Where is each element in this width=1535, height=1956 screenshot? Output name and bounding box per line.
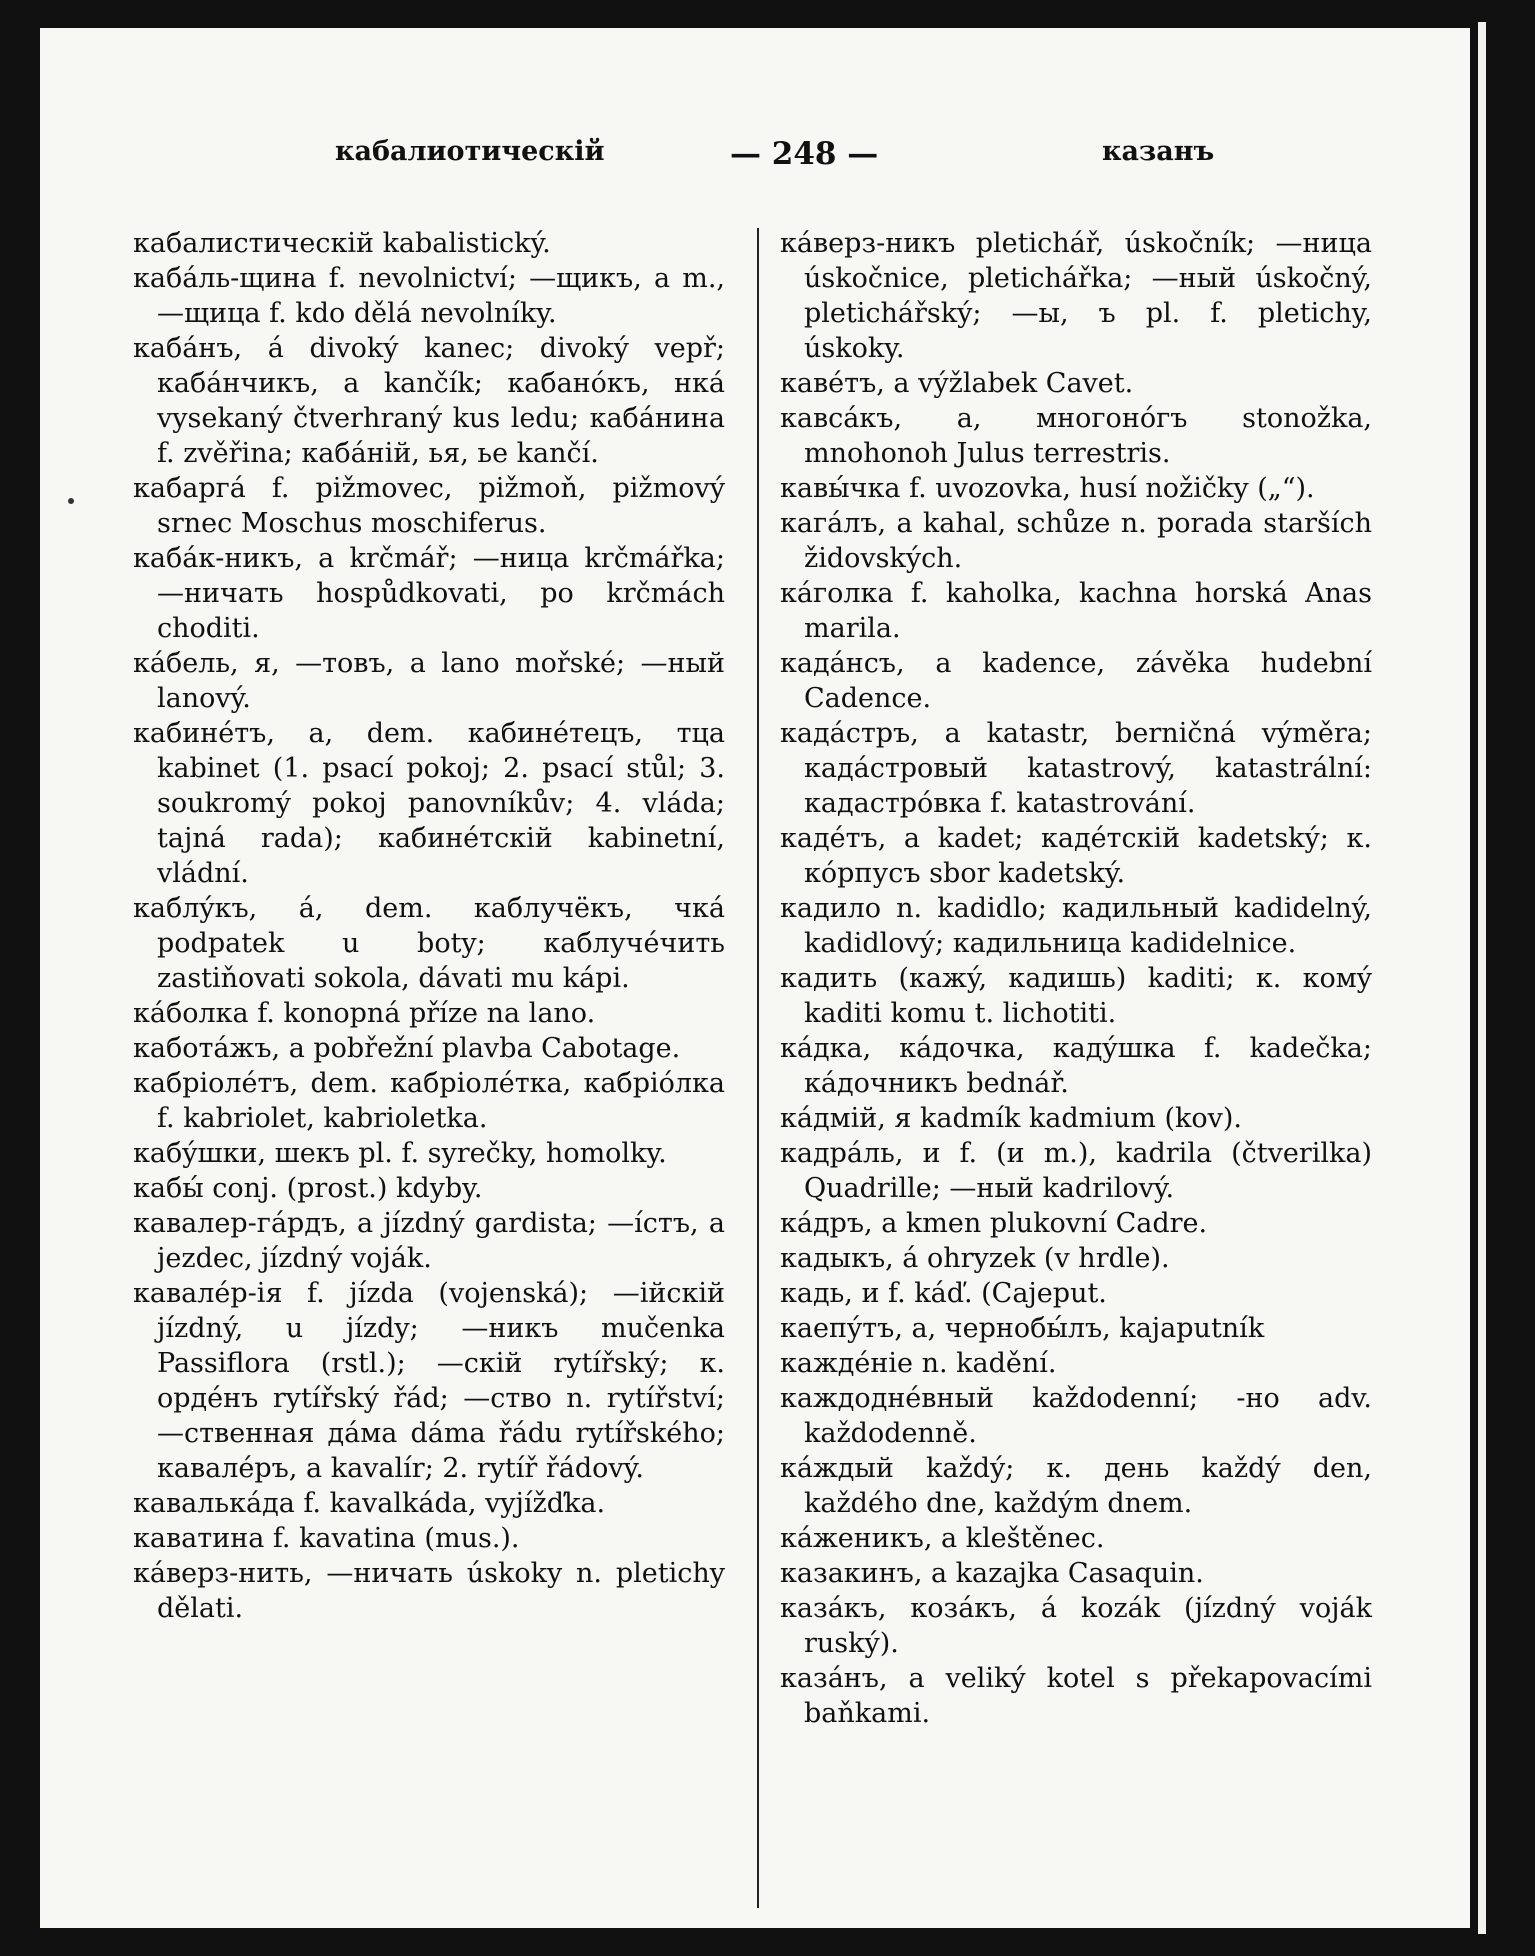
page-edge	[1478, 22, 1486, 1934]
entry: кавсáкъ, a, многонóгъ stonožka, mnohonoh Julus terrestris.	[780, 403, 1372, 469]
entry: кáголка f. kaholka, kachna horská Anas marila.	[780, 578, 1372, 644]
entry: кадéтъ, a kadet; кадéтскій kadetský; к. кóрпусъ sbor kadetský.	[780, 823, 1372, 889]
entry: кавéтъ, a výžlabek Cavet.	[780, 368, 1134, 399]
entry: кабы́ conj. (prost.) kdyby.	[133, 1173, 483, 1204]
entry: каепýтъ, a, чернобы́лъ, kajaputník	[780, 1313, 1265, 1344]
entry: каватина f. kavatina (mus.).	[133, 1523, 520, 1554]
entry: кадило n. kadidlo; кадильный kadidelný, kadidlový; кадильница kadidelnice.	[780, 893, 1372, 959]
entry: кабаргá f. pižmovec, pižmoň, pižmový srnec Moschus moschiferus.	[133, 473, 725, 539]
entry: кадрáль, и f. (и m.), kadrila (čtverilka) Quadrille; —ный kadrilový.	[780, 1138, 1372, 1204]
left-column	[133, 226, 725, 1626]
entry: кáверз-никъ pletichář, úskočník; —ница úskočnice, pletichářka; —ный úskočný, pletichářský; —ы, ъ pl. f. pletichy, úskoky.	[780, 228, 1372, 364]
page-number: — 248 —	[730, 136, 879, 172]
entry: кагáлъ, a kahal, schůze n. porada starších židovských.	[780, 508, 1372, 574]
entry: кабалистическій kabalistický.	[133, 228, 551, 259]
entry: кабріолéтъ, dem. кабріолéтка, кабріóлка f. kabriolet, kabrioletka.	[133, 1068, 725, 1134]
entry: казáнъ, a veliký kotel s překapovacími baňkami.	[780, 1663, 1372, 1729]
dictionary-page	[40, 28, 1470, 1928]
entry: кавалéр-ія f. jízda (vojenská); —ійскій jízdný, u jízdy; —никъ mučenka Passiflora (rstl.); —скій rytířský; к. ордéнъ rytířský řád; —ство n. rytířství; —ственная дáма dáma řádu rytířského; кавалéръ, a kavalír; 2. rytíř řádový.	[133, 1278, 725, 1484]
entry: кавы́чка f. uvozovka, husí nožičky („“).	[780, 473, 1315, 504]
entry: кадáстръ, a katastr, berničná výměra; кадáстровый katastrový, katastrální: кадастрóвка f. katastrování.	[780, 718, 1372, 819]
entry: казакинъ, a kazajka Casaquin.	[780, 1558, 1204, 1589]
entry: кадь, и f. káď. (Cajeput.	[780, 1278, 1107, 1309]
entry: каблýкъ, á, dem. каблучёкъ, чкá podpatek u boty; каблучéчить zastiňovati sokola, dávati mu kápi.	[133, 893, 725, 994]
header-first-word: кабалиотическій	[335, 136, 605, 167]
ink-speck	[68, 498, 74, 504]
entry: кáболка f. konopná příze na lano.	[133, 998, 596, 1029]
entry: каждоднéвный každodenní; -но adv. každodenně.	[780, 1383, 1372, 1449]
entry: кабáнъ, á divoký kanec; divoký vepř; кабáнчикъ, a kančík; кабанóкъ, нкá vysekaný čtverhraný kus ledu; кабáнина f. zvěřina; кабáній, ья, ье kančí.	[133, 333, 725, 469]
entry: кабинéтъ, a, dem. кабинéтецъ, тца kabinet (1. psací pokoj; 2. psací stůl; 3. soukromý pokoj panovníkův; 4. vláda; tajná rada); кабинéтскій kabinetní, vládní.	[133, 718, 725, 889]
entry: кáверз-нить, —ничать úskoky n. pletichy dělati.	[133, 1558, 725, 1624]
entry: кáдка, кáдочка, кадýшка f. kadečka; кáдочникъ bednář.	[780, 1033, 1372, 1099]
entry: каботáжъ, a pobřežní plavba Cabotage.	[133, 1033, 681, 1064]
entry: кáдръ, a kmen plukovní Cadre.	[780, 1208, 1208, 1239]
entry: кадить (кажý, кадишь) kaditi; к. комý kaditi komu t. lichotiti.	[780, 963, 1372, 1029]
entry: кáдмій, я kadmík kadmium (kov).	[780, 1103, 1243, 1134]
column-divider	[757, 228, 759, 1908]
header-last-word: казанъ	[1102, 136, 1215, 167]
entry: каждéніе n. kadění.	[780, 1348, 1057, 1379]
entry: кабáк-никъ, a krčmář; —ница krčmářka; —ничать hospůdkovati, po krčmách choditi.	[133, 543, 725, 644]
entry: казáкъ, козáкъ, á kozák (jízdný voják ruský).	[780, 1593, 1372, 1659]
entry: кавалькáда f. kavalkáda, vyjížďka.	[133, 1488, 606, 1519]
entry: кáженикъ, a kleštěnec.	[780, 1523, 1105, 1554]
entry: кавалер-гáрдъ, a jízdný gardista; —íстъ, a jezdec, jízdný voják.	[133, 1208, 725, 1274]
entry: кабýшки, шекъ pl. f. syrečky, homolky.	[133, 1138, 667, 1169]
right-column	[780, 226, 1372, 1731]
entry: кáждый každý; к. день každý den, každého dne, každým dnem.	[780, 1453, 1372, 1519]
entry: кабáль-щина f. nevolnictví; —щикъ, a m., —щица f. kdo dělá nevolníky.	[133, 263, 725, 329]
entry: кадáнсъ, a kadence, závěka hudební Cadence.	[780, 648, 1372, 714]
entry: кадыкъ, á ohryzek (v hrdle).	[780, 1243, 1170, 1274]
entry: кáбель, я, —товъ, a lano mořské; —ный lanový.	[133, 648, 725, 714]
